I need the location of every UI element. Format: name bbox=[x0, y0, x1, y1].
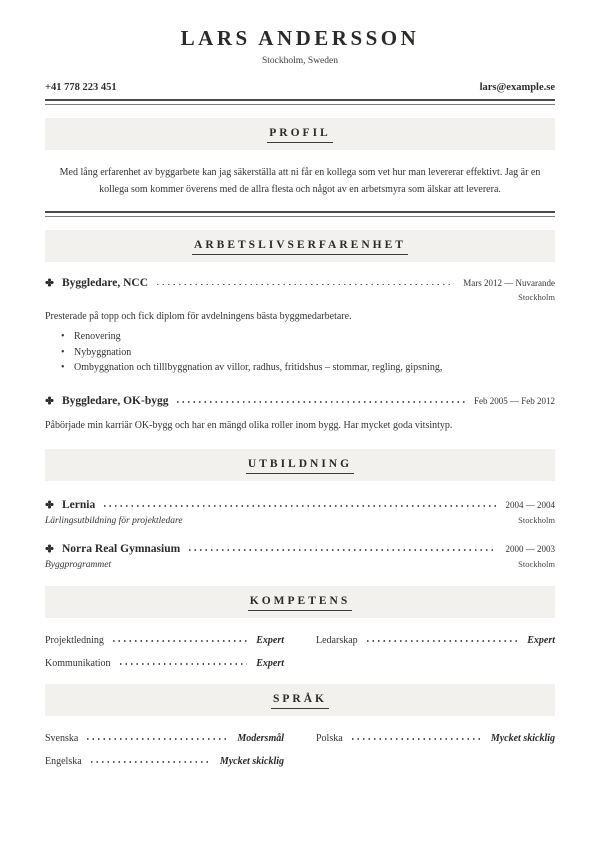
job-title: Byggledare, OK-bygg bbox=[62, 394, 169, 407]
dotted-leader bbox=[91, 761, 211, 763]
dotted-leader bbox=[87, 738, 228, 740]
section-education bbox=[45, 449, 555, 570]
skills-section-title: KOMPETENS bbox=[248, 595, 352, 611]
education-dates: 2000 — 2003 bbox=[505, 543, 555, 554]
profile-summary: Med lång erfarenhet av byggarbete kan jag säkerställa att ni får en kollega som vet hur man levererar effektivt. Jag är en kollega som kommer överens med de allra flesta och något av en arbetsmyra som älskar att leverera. bbox=[59, 167, 541, 195]
experience-entry-header bbox=[45, 395, 555, 407]
dotted-leader bbox=[189, 549, 496, 551]
experience-entry-header bbox=[45, 277, 555, 289]
profile-section-band bbox=[45, 118, 555, 150]
language-label: Svenska bbox=[45, 732, 79, 744]
skills-grid-spacer bbox=[316, 658, 555, 669]
section-profile bbox=[45, 118, 555, 217]
education-section-band bbox=[45, 449, 555, 481]
skills-section-band bbox=[45, 586, 555, 618]
clover-bullet-icon bbox=[45, 396, 54, 405]
education-program: Byggprogrammet bbox=[45, 559, 112, 570]
language-row bbox=[45, 756, 284, 767]
education-dates: 2004 — 2004 bbox=[505, 499, 555, 510]
header-divider bbox=[45, 99, 555, 105]
skill-row bbox=[316, 635, 555, 646]
person-location: Stockholm, Sweden bbox=[262, 56, 338, 66]
job-bullet-item: • Renovering bbox=[61, 329, 555, 345]
clover-bullet-icon bbox=[45, 544, 54, 553]
job-location: Stockholm bbox=[518, 292, 555, 302]
education-location: Stockholm bbox=[518, 514, 555, 525]
skill-label: Projektledning bbox=[45, 634, 104, 646]
job-description: Påbörjade min karriär OK-bygg och har en mängd olika roller inom bygg. Har mycket goda vitsintyp. bbox=[45, 419, 453, 431]
experience-entry bbox=[45, 277, 555, 376]
education-section-title: UTBILDNING bbox=[246, 458, 354, 474]
dotted-leader bbox=[352, 738, 482, 740]
contact-row bbox=[45, 82, 555, 93]
education-location: Stockholm bbox=[518, 558, 555, 569]
skill-level: Expert bbox=[256, 634, 284, 646]
experience-section-band bbox=[45, 230, 555, 262]
resume-header bbox=[45, 26, 555, 105]
education-entry-subrow bbox=[45, 559, 555, 570]
education-entry bbox=[45, 499, 555, 526]
languages-grid bbox=[45, 733, 555, 767]
languages-grid-spacer bbox=[316, 756, 555, 767]
section-skills bbox=[45, 586, 555, 669]
job-title: Byggledare, NCC bbox=[62, 277, 149, 289]
education-entry-subrow bbox=[45, 515, 555, 526]
job-bullet-item: • Ombyggnation och tilllbyggnation av villor, radhus, fritidshus – stommar, regling, gipsning, bbox=[61, 360, 555, 376]
language-level: Mycket skicklig bbox=[490, 732, 555, 744]
language-label: Polska bbox=[316, 732, 343, 744]
dotted-leader bbox=[157, 284, 454, 286]
section-experience bbox=[45, 230, 555, 433]
dotted-leader bbox=[120, 663, 248, 665]
language-level: Modersmål bbox=[237, 732, 284, 744]
skill-label: Ledarskap bbox=[316, 634, 358, 646]
skills-grid bbox=[45, 635, 555, 669]
dotted-leader bbox=[113, 640, 247, 642]
languages-section-title: SPRÅK bbox=[271, 693, 329, 709]
dotted-leader bbox=[177, 401, 465, 403]
skill-level: Expert bbox=[256, 657, 284, 669]
section-languages bbox=[45, 684, 555, 767]
experience-entry bbox=[45, 395, 555, 433]
job-description: Presterade på topp och fick diplom för avdelningens bästa byggmedarbetare. bbox=[45, 311, 352, 322]
skill-label: Kommunikation bbox=[45, 657, 111, 669]
education-program: Lärlingsutbildning för projektledare bbox=[45, 515, 183, 526]
language-label: Engelska bbox=[45, 755, 82, 767]
job-bullet-item: • Nybyggnation bbox=[61, 345, 555, 361]
profile-section-title: PROFIL bbox=[267, 127, 332, 143]
education-entry-header bbox=[45, 543, 555, 555]
dotted-leader bbox=[367, 640, 519, 642]
clover-bullet-icon bbox=[45, 500, 54, 509]
profile-divider bbox=[45, 211, 555, 217]
dotted-leader bbox=[104, 505, 496, 507]
experience-section-title: ARBETSLIVSERFARENHET bbox=[192, 239, 408, 255]
education-entry-header bbox=[45, 499, 555, 511]
language-level: Mycket skicklig bbox=[219, 755, 284, 767]
phone-number: +41 778 223 451 bbox=[45, 82, 117, 93]
email-address: lars@example.se bbox=[479, 82, 555, 93]
school-name: Lernia bbox=[62, 498, 96, 511]
language-row bbox=[316, 733, 555, 744]
clover-bullet-icon bbox=[45, 278, 54, 287]
language-row bbox=[45, 733, 284, 744]
skill-level: Expert bbox=[527, 634, 555, 646]
skill-row bbox=[45, 635, 284, 646]
languages-section-band bbox=[45, 684, 555, 716]
school-name: Norra Real Gymnasium bbox=[62, 542, 181, 555]
job-dates: Feb 2005 — Feb 2012 bbox=[474, 395, 555, 406]
job-bullet-list bbox=[61, 329, 555, 376]
person-name: LARS ANDERSSON bbox=[180, 26, 420, 50]
job-dates: Mars 2012 — Nuvarande bbox=[463, 278, 555, 288]
education-entry bbox=[45, 543, 555, 570]
skill-row bbox=[45, 658, 284, 669]
